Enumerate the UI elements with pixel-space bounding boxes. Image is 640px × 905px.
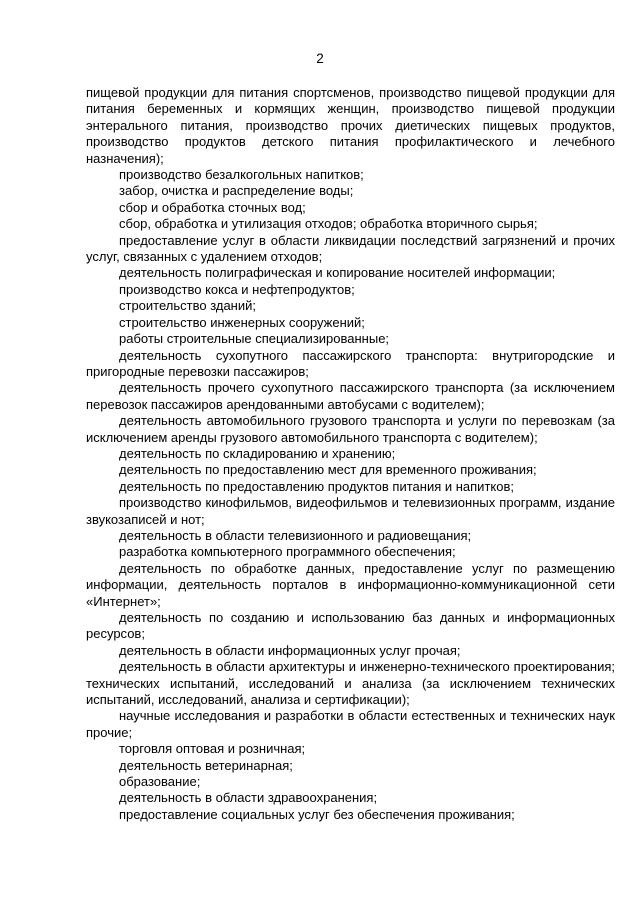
paragraph: деятельность по предоставлению мест для временного проживания; <box>119 462 537 478</box>
paragraph: разработка компьютерного программного обеспечения; <box>119 544 456 560</box>
paragraph: производство кокса и нефтепродуктов; <box>119 281 355 297</box>
paragraph: предоставление услуг в области ликвидации последствий загрязнений и прочих услуг, связанных с удалением отходов; <box>86 232 615 265</box>
paragraph: забор, очистка и распределение воды; <box>119 183 354 199</box>
paragraph: деятельность автомобильного грузового транспорта и услуги по перевозкам (за исключением аренды грузового автомобильного транспорта с водителем); <box>86 413 615 445</box>
paragraph: деятельность сухопутного пассажирского транспорта: внутригородские и пригородные перевозки пассажиров; <box>86 347 615 379</box>
paragraph: пищевой продукции для питания спортсменов, производство пищевой продукции для питания беременных и кормящих женщин, производство пищевой продукции энтерального питания, производство прочих диетических пищевых продуктов, производство продуктов детского питания профилактического и лечебного назначения); <box>86 85 615 166</box>
paragraph: деятельность по созданию и использованию баз данных и информационных ресурсов; <box>86 610 615 642</box>
paragraph: строительство инженерных сооружений; <box>119 314 365 330</box>
paragraph: деятельность по предоставлению продуктов питания и напитков; <box>119 478 514 494</box>
paragraph: деятельность прочего сухопутного пассажирского транспорта (за исключением перевозок пассажиров арендованными автобусами с водителем); <box>86 380 615 412</box>
paragraph: сбор и обработка сточных вод; <box>119 199 306 215</box>
paragraph: деятельность ветеринарная; <box>119 757 293 773</box>
paragraph: деятельность в области здравоохранения; <box>119 790 378 806</box>
paragraph: деятельность в области телевизионного и радиовещания; <box>119 527 472 543</box>
paragraph: деятельность по обработке данных, предоставление услуг по размещению информации, деятельность порталов в информационно-коммуникационной сети «Интернет»; <box>86 560 615 609</box>
paragraph: торговля оптовая и розничная; <box>119 741 306 757</box>
paragraph: научные исследования и разработки в области естественных и технических наук прочие; <box>86 708 615 740</box>
paragraph: деятельность полиграфическая и копирование носителей информации; <box>119 265 556 281</box>
paragraph: строительство зданий; <box>119 298 257 314</box>
paragraph: деятельность в области информационных услуг прочая; <box>119 642 461 658</box>
document-body <box>86 85 615 823</box>
paragraph: деятельность по складированию и хранению; <box>119 445 396 461</box>
paragraph: предоставление социальных услуг без обеспечения проживания; <box>119 806 515 822</box>
paragraph: работы строительные специализированные; <box>119 331 390 347</box>
paragraph: производство кинофильмов, видеофильмов и телевизионных программ, издание звукозаписей и нот; <box>86 495 615 527</box>
paragraph: производство безалкогольных напитков; <box>119 167 364 183</box>
paragraph: сбор, обработка и утилизация отходов; обработка вторичного сырья; <box>119 216 538 232</box>
page-number: 2 <box>316 51 324 66</box>
paragraph: деятельность в области архитектуры и инженерно-технического проектирования; технических испытаний, исследований и анализа (за исключением технических испытаний, исследований, анализа и сертификации); <box>86 659 615 708</box>
paragraph: образование; <box>119 774 201 790</box>
